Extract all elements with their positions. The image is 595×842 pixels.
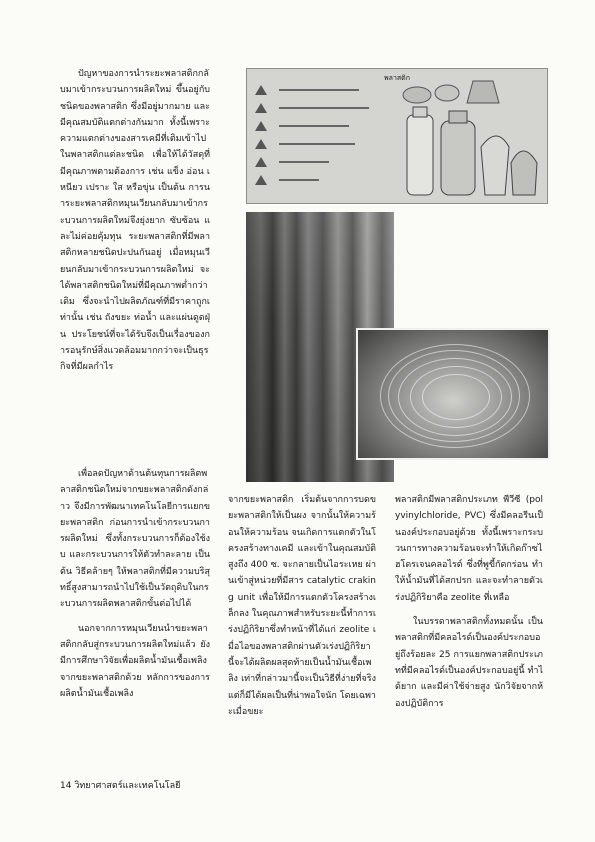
plastic-codes-figure (246, 68, 548, 204)
plastic-coil-photo (356, 328, 550, 460)
text-column-left-bottom (60, 466, 210, 766)
paragraph: เพื่อลดปัญหาด้านต้นทุนการผลิตพลาสติกชนิดใหม่จากขยะพลาสติกดังกล่าว จึงมีการพัฒนาเทคโนโลยีการแยกขยะพลาสติก ก่อนการนำเข้ากระบวนการผลิตใหม่ ซึ่งทั้งกระบวนการก็ต้องใช้งบ และกระบวนการให้ตัวทำละลาย เป็นต้น วิธีคล้ายๆ ให้พลาสติกที่มีความบริสุทธิ์สูงสามารถนำไปใช้เป็นวัตถุดิบในกระบวนการผลิตพลาสติกขั้นต่อไปได้ (60, 469, 210, 610)
paragraph: ในบรรดาพลาสติกทั้งหมดนั้น เป็นพลาสติกที่มีคลอไรด์เป็นองค์ประกอบอยู่ถึงร้อยละ 25 การแยกพลาสติกประเภทที่มีคลอไรด์เป็นองค์ประกอบอยู่นี้ ทำได้ยาก และมีค่าใช้จ่ายสูง นักวิจัยจากห้องปฏิบัติการ (395, 617, 543, 709)
page-footer: 14 วิทยาศาสตร์และเทคโนโลยี (60, 781, 181, 791)
paragraph: ปัญหาของการนำระยะพลาสติกกลับมาเข้ากระบวนการผลิตใหม่ ขึ้นอยู่กับชนิดของพลาสติก ซึ่งมีอยู่มากมาย และมีคุณสมบัติแตกต่างกันมาก ทั้งนี้เพราะความแตกต่างของสารเคมีที่เติมเข้าไปในพลาสติกแต่ละชนิด เพื่อให้ได้วัสดุที่มีคุณภาพตามต้องการ เช่น แข็ง อ่อน เหนียว เปราะ ใส หรือขุ่น เป็นต้น การนำระยะพลาสติกหมุนเวียนกลับมาเข้ากระบวนการผลิตใหม่จึงยุ่งยาก ซับซ้อน และไม่ค่อยคุ้มทุน ระยะพลาสติกที่มีพลาสติกหลายชนิดปะปนกันอยู่ เมื่อหมุนเวียนกลับมาเข้ากระบวนการผลิตใหม่ จะได้พลาสติกชนิดใหม่ที่มีคุณภาพต่ำกว่าเดิม ซึ่งจะนำไปผลิตภัณฑ์ที่มีราคาถูกเท่านั้น เช่น ถังขยะ ท่อน้ำ และแผ่นดูดฝุ่น ประโยชน์ที่จะได้รับจึงเป็นเรื่องของการอนุรักษ์สิ่งแวดล้อมมากกว่าจะเป็นธุรกิจที่มีผลกำไร (60, 69, 210, 373)
figure-title: พลาสติก (384, 74, 410, 82)
text-column-left-top (60, 66, 210, 456)
text-column-middle (228, 492, 376, 792)
paragraph: จากขยะพลาสติก เริ่มต้นจากการบดขยะพลาสติกให้เป็นผง จากนั้นให้ความร้อนให้ความร้อน จนเกิดการแตกตัวในโครงสร้างทางเคมี และเข้าในคุณสมบัติสูงถึง 400 ซ. จะกลายเป็นไอระเหย ผ่านเข้าสู่หน่วยที่มีสาร catalytic craking unit เพื่อให้มีการแตกตัวโครงสร้างเล็กลง ในคุณภาพสำหรับระยะนี้ทำการเร่งปฏิกิริยาซึ่งทำหน้าที่ได้แก่ zeolite เมื่อไอของพลาสติกผ่านตัวเร่งปฏิกิริยานี้จะได้ผลิตผลสุดท้ายเป็นน้ำมันเชื้อเพลิง เท่าที่กล่าวมานี้จะเป็นวิธีที่ง่ายที่จริง แต่ก็มีได้ผลเป็นที่น่าพอใจนัก โดยเฉพาะเมื่อขยะ (228, 495, 376, 717)
paragraph: นอกจากการหมุนเวียนนำขยะพลาสติกกลับสู่กระบวนการผลิตใหม่แล้ว ยังมีการศึกษาวิจัยเพื่อผลิตน้ำมันเชื้อเพลิงจากขยะพลาสติกด้วย หลักการของการผลิตน้ำมันเชื้อเพลิง (60, 623, 210, 699)
paragraph: พลาสติกมีพลาสติกประเภท พีวีซี (polyvinylchloride, PVC) ซึ่งมีคลอรีนเป็นองค์ประกอบอยู่ด้วย ทั้งนี้เพราะกระบวนการทางความร้อนจะทำให้เกิดก๊าซไฮโดรเจนคลอไรด์ ซึ่งที่พูขี้กัดกร่อน ทำให้น้ำมันที่ได้สกปรก และจะทำลายตัวเร่งปฏิกิริยาคือ zeolite ที่เหลือ (395, 495, 543, 603)
bottles-illustration (247, 69, 547, 203)
text-column-right (395, 492, 543, 792)
